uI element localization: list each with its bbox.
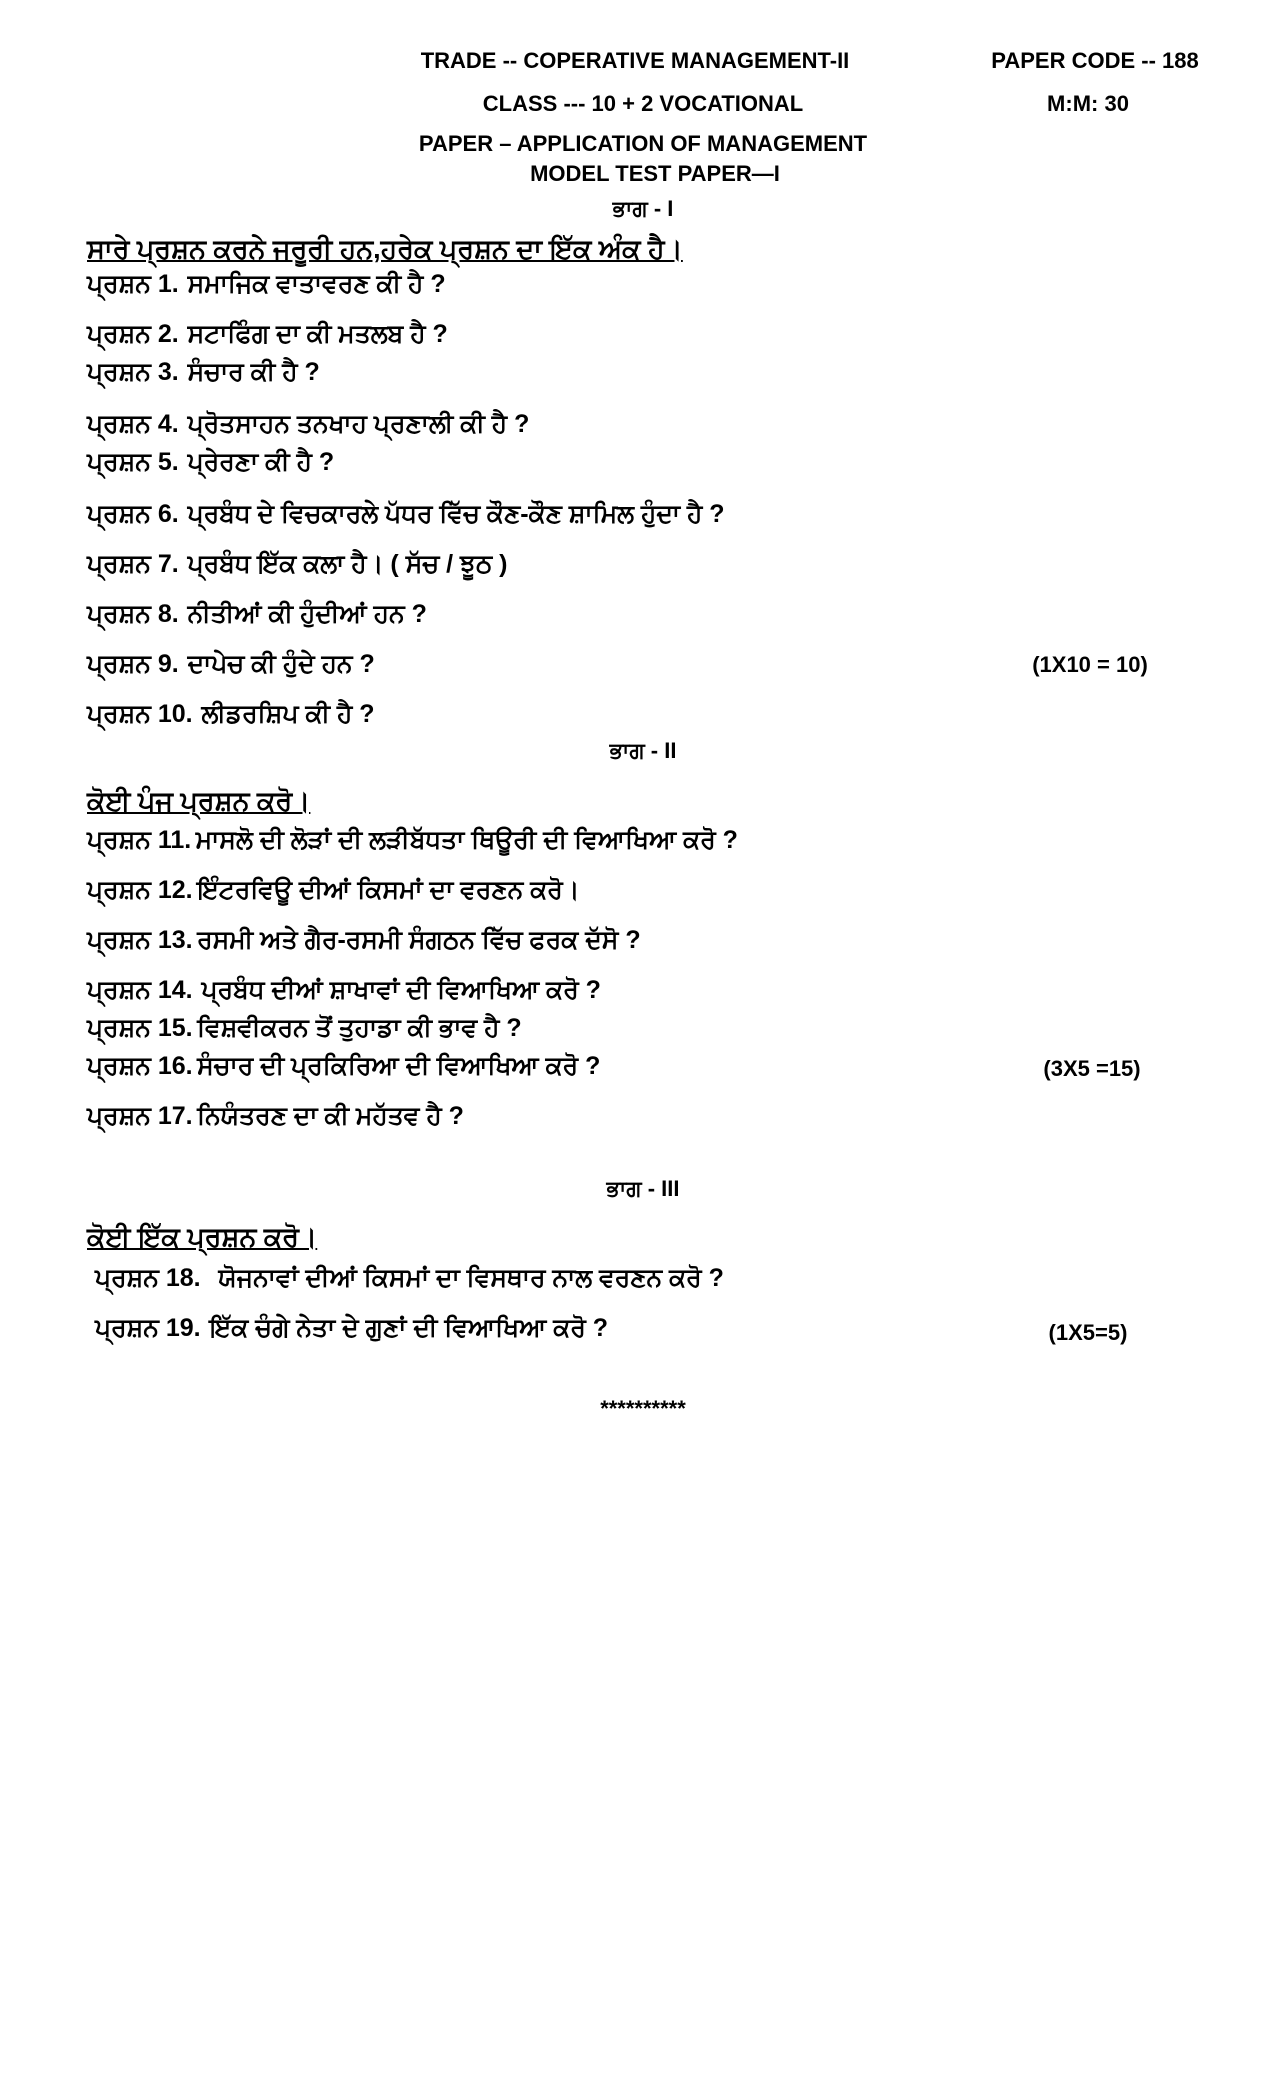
question-text: ਲੀਡਰਸ਼ਿਪ ਕੀ ਹੈ ?	[201, 700, 375, 728]
question-text: ਇੰਟਰਵਿਊ ਦੀਆਂ ਕਿਸਮਾਂ ਦਾ ਵਰਣਨ ਕਰੋ।	[197, 876, 580, 904]
question-text: ਪ੍ਰਬੰਧ ਇੱਕ ਕਲਾ ਹੈ। ( ਸੱਚ / ਝੂਠ )	[187, 550, 508, 578]
max-marks: M:M: 30	[1047, 91, 1129, 116]
question-3	[87, 358, 320, 387]
question-number: ਪ੍ਰਸ਼ਨ 13.	[87, 926, 193, 954]
question-14	[87, 976, 601, 1005]
question-4	[87, 410, 529, 439]
question-7	[87, 550, 507, 579]
part-2-marks: (3X5 =15)	[1043, 1056, 1141, 1081]
question-text: ਨਿਯੰਤਰਣ ਦਾ ਕੀ ਮਹੱਤਵ ਹੈ ?	[197, 1102, 464, 1130]
question-text: ਪ੍ਰਬੰਧ ਦੀਆਂ ਸ਼ਾਖਾਵਾਂ ਦੀ ਵਿਆਖਿਆ ਕਰੋ ?	[201, 976, 601, 1004]
question-number: ਪ੍ਰਸ਼ਨ 8.	[87, 600, 179, 628]
question-number: ਪ੍ਰਸ਼ਨ 15.	[87, 1014, 193, 1042]
question-2	[87, 320, 448, 349]
question-13	[87, 926, 641, 955]
question-number: ਪ੍ਰਸ਼ਨ 11.	[87, 826, 192, 854]
question-number: ਪ੍ਰਸ਼ਨ 6.	[87, 500, 179, 528]
question-text: ਪ੍ਰੇਰਣਾ ਕੀ ਹੈ ?	[187, 448, 335, 476]
question-15	[87, 1014, 522, 1043]
question-16	[87, 1052, 600, 1081]
question-text: ਦਾਪੇਚ ਕੀ ਹੁੰਦੇ ਹਨ ?	[187, 650, 375, 678]
question-number: ਪ੍ਰਸ਼ਨ 9.	[87, 650, 179, 678]
question-text: ਇੱਕ ਚੰਗੇ ਨੇਤਾ ਦੇ ਗੁਣਾਂ ਦੀ ਵਿਆਖਿਆ ਕਰੋ ?	[209, 1314, 609, 1342]
part-3-marks: (1X5=5)	[1048, 1320, 1128, 1345]
question-12	[87, 876, 580, 905]
part-2-title: ਭਾਗ - II	[609, 738, 677, 763]
part-1-instruction: ਸਾਰੇ ਪ੍ਰਸ਼ਨ ਕਰਨੇ ਜਰੂਰੀ ਹਨ,ਹਰੇਕ ਪ੍ਰਸ਼ਨ ਦਾ ਇੱਕ ਅੰਕ ਹੈ।	[87, 234, 683, 264]
question-10	[87, 700, 375, 729]
question-18	[95, 1264, 724, 1293]
class-line: CLASS --- 10 + 2 VOCATIONAL	[482, 91, 804, 116]
paper-code: PAPER CODE -- 188	[991, 48, 1199, 73]
question-number: ਪ੍ਰਸ਼ਨ 19.	[95, 1314, 201, 1342]
question-11	[87, 826, 738, 855]
trade-title: TRADE -- COPERATIVE MANAGEMENT-II	[420, 48, 850, 73]
part-2-instruction: ਕੋਈ ਪੰਜ ਪ੍ਰਸ਼ਨ ਕਰੋ।	[87, 786, 311, 816]
question-text: ਰਸਮੀ ਅਤੇ ਗੈਰ-ਰਸਮੀ ਸੰਗਠਨ ਵਿੱਚ ਫਰਕ ਦੱਸੋ ?	[197, 926, 641, 954]
question-number: ਪ੍ਰਸ਼ਨ 2.	[87, 320, 179, 348]
question-text: ਸੰਚਾਰ ਦੀ ਪ੍ਰਕਿਰਿਆ ਦੀ ਵਿਆਖਿਆ ਕਰੋ ?	[197, 1052, 601, 1080]
part-1-title: ਭਾਗ - I	[612, 196, 674, 221]
question-text: ਸਮਾਜਿਕ ਵਾਤਾਵਰਣ ਕੀ ਹੈ ?	[187, 270, 446, 298]
question-text: ਪ੍ਰਬੰਧ ਦੇ ਵਿਚਕਾਰਲੇ ਪੱਧਰ ਵਿੱਚ ਕੌਣ-ਕੌਣ ਸ਼ਾਮਿਲ ਹੁੰਦਾ ਹੈ ?	[187, 500, 725, 528]
end-of-paper-marker: **********	[600, 1396, 686, 1421]
question-number: ਪ੍ਰਸ਼ਨ 14.	[87, 976, 193, 1004]
question-6	[87, 500, 725, 529]
question-text: ਪ੍ਰੋਤਸਾਹਨ ਤਨਖਾਹ ਪ੍ਰਣਾਲੀ ਕੀ ਹੈ ?	[187, 410, 530, 438]
paper-title: PAPER – APPLICATION OF MANAGEMENT	[418, 131, 868, 156]
question-5	[87, 448, 334, 477]
question-1	[87, 270, 446, 299]
question-number: ਪ੍ਰਸ਼ਨ 16.	[87, 1052, 193, 1080]
question-8	[87, 600, 427, 629]
question-number: ਪ੍ਰਸ਼ਨ 10.	[87, 700, 193, 728]
model-test-title: MODEL TEST PAPER—I	[530, 161, 780, 186]
question-number: ਪ੍ਰਸ਼ਨ 4.	[87, 410, 179, 438]
part-3-title: ਭਾਗ - III	[606, 1176, 680, 1201]
question-number: ਪ੍ਰਸ਼ਨ 17.	[87, 1102, 193, 1130]
question-number: ਪ੍ਰਸ਼ਨ 18.	[95, 1264, 201, 1292]
part-3-instruction: ਕੋਈ ਇੱਕ ਪ੍ਰਸ਼ਨ ਕਰੋ।	[87, 1222, 318, 1252]
question-number: ਪ੍ਰਸ਼ਨ 3.	[87, 358, 179, 386]
question-text: ਯੋਜਨਾਵਾਂ ਦੀਆਂ ਕਿਸਮਾਂ ਦਾ ਵਿਸਥਾਰ ਨਾਲ ਵਰਣਨ ਕਰੋ ?	[218, 1264, 724, 1292]
question-number: ਪ੍ਰਸ਼ਨ 5.	[87, 448, 179, 476]
question-text: ਸਟਾਫਿੰਗ ਦਾ ਕੀ ਮਤਲਬ ਹੈ ?	[187, 320, 448, 348]
question-number: ਪ੍ਰਸ਼ਨ 12.	[87, 876, 193, 904]
part-1-marks: (1X10 = 10)	[1032, 652, 1148, 677]
question-number: ਪ੍ਰਸ਼ਨ 7.	[87, 550, 179, 578]
question-text: ਮਾਸਲੋ ਦੀ ਲੋੜਾਂ ਦੀ ਲੜੀਬੱਧਤਾ ਥਿਊਰੀ ਦੀ ਵਿਆਖਿਆ ਕਰੋ ?	[195, 826, 738, 854]
question-19	[95, 1314, 608, 1343]
question-text: ਸੰਚਾਰ ਕੀ ਹੈ ?	[187, 358, 320, 386]
question-text: ਨੀਤੀਆਂ ਕੀ ਹੁੰਦੀਆਂ ਹਨ ?	[187, 600, 427, 628]
question-17	[87, 1102, 464, 1131]
question-number: ਪ੍ਰਸ਼ਨ 1.	[87, 270, 179, 298]
question-9	[87, 650, 375, 679]
question-text: ਵਿਸ਼ਵੀਕਰਨ ਤੋਂ ਤੁਹਾਡਾ ਕੀ ਭਾਵ ਹੈ ?	[197, 1014, 522, 1042]
